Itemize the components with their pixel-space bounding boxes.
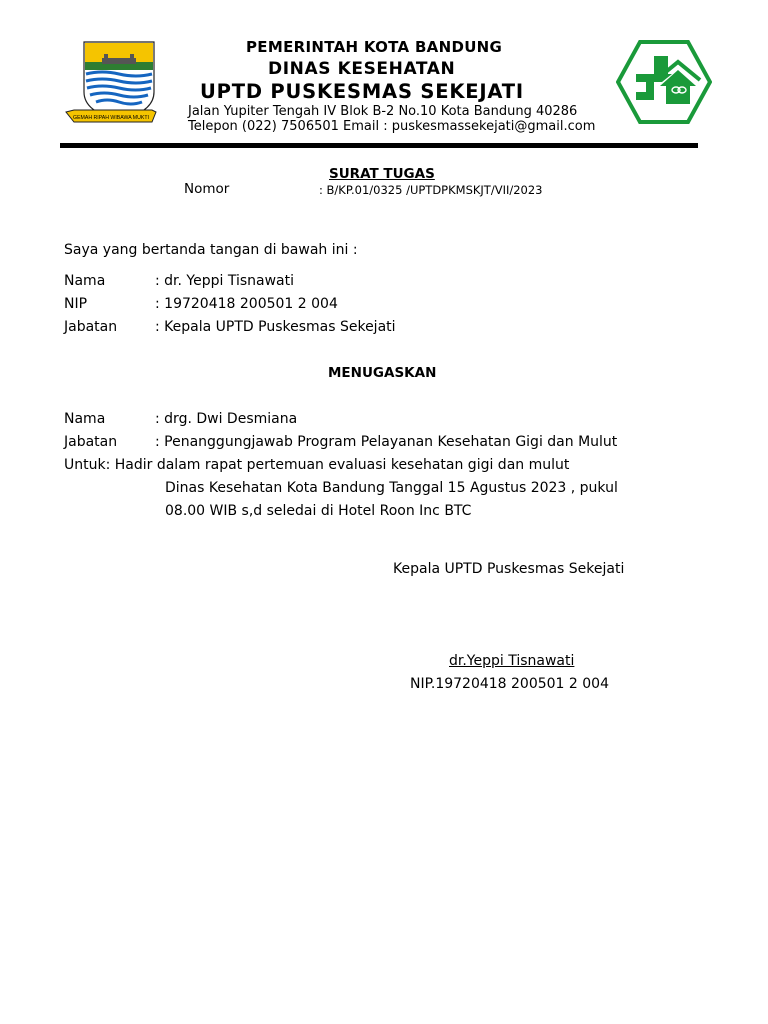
signer-position-value: : Kepala UPTD Puskesmas Sekejati (155, 319, 396, 335)
signature-name: dr.Yeppi Tisnawati (449, 653, 575, 669)
purpose-line-2: Dinas Kesehatan Kota Bandung Tanggal 15 Agustus 2023 , pukul (165, 480, 618, 496)
intro-text: Saya yang bertanda tangan di bawah ini : (64, 242, 358, 258)
signer-nip-label: NIP (64, 296, 88, 312)
assignee-position-label: Jabatan (64, 434, 118, 450)
signature-position: Kepala UPTD Puskesmas Sekejati (393, 561, 625, 577)
signature-nip: NIP.19720418 200501 2 004 (410, 676, 609, 692)
assign-heading: MENUGASKAN (328, 365, 437, 381)
document-title: SURAT TUGAS (329, 166, 435, 182)
assignee-name-value: : drg. Dwi Desmiana (155, 411, 298, 427)
assignee-position-value: : Penanggungjawab Program Pelayanan Kesehatan Gigi dan Mulut (155, 434, 618, 450)
signer-name-value: : dr. Yeppi Tisnawati (155, 273, 295, 289)
number-label: Nomor (184, 181, 230, 197)
signer-name-label: Nama (64, 273, 106, 289)
header-institution: UPTD PUSKESMAS SEKEJATI (200, 80, 524, 103)
signer-nip-value: : 19720418 200501 2 004 (155, 296, 338, 312)
assignee-name-label: Nama (64, 411, 106, 427)
number-value: : B/KP.01/0325 /UPTDPKMSKJT/VII/2023 (319, 183, 543, 197)
crest-motto: GEMAH RIPAH WIBAWA MUKTI (73, 115, 149, 121)
letterhead-divider (60, 143, 698, 148)
purpose-line-3: 08.00 WIB s,d seledai di Hotel Roon Inc BTC (165, 503, 472, 519)
header-address: Jalan Yupiter Tengah IV Blok B-2 No.10 Kota Bandung 40286 (188, 104, 578, 119)
header-contact: Telepon (022) 7506501 Email : puskesmassekejati@gmail.com (188, 119, 596, 134)
signer-position-label: Jabatan (64, 319, 118, 335)
header-government: PEMERINTAH KOTA BANDUNG (246, 38, 503, 56)
purpose-line-1: Untuk: Hadir dalam rapat pertemuan evaluasi kesehatan gigi dan mulut (64, 457, 570, 473)
header-department: DINAS KESEHATAN (268, 59, 456, 79)
puskesmas-logo (616, 40, 712, 124)
bandung-crest-logo (62, 40, 158, 128)
